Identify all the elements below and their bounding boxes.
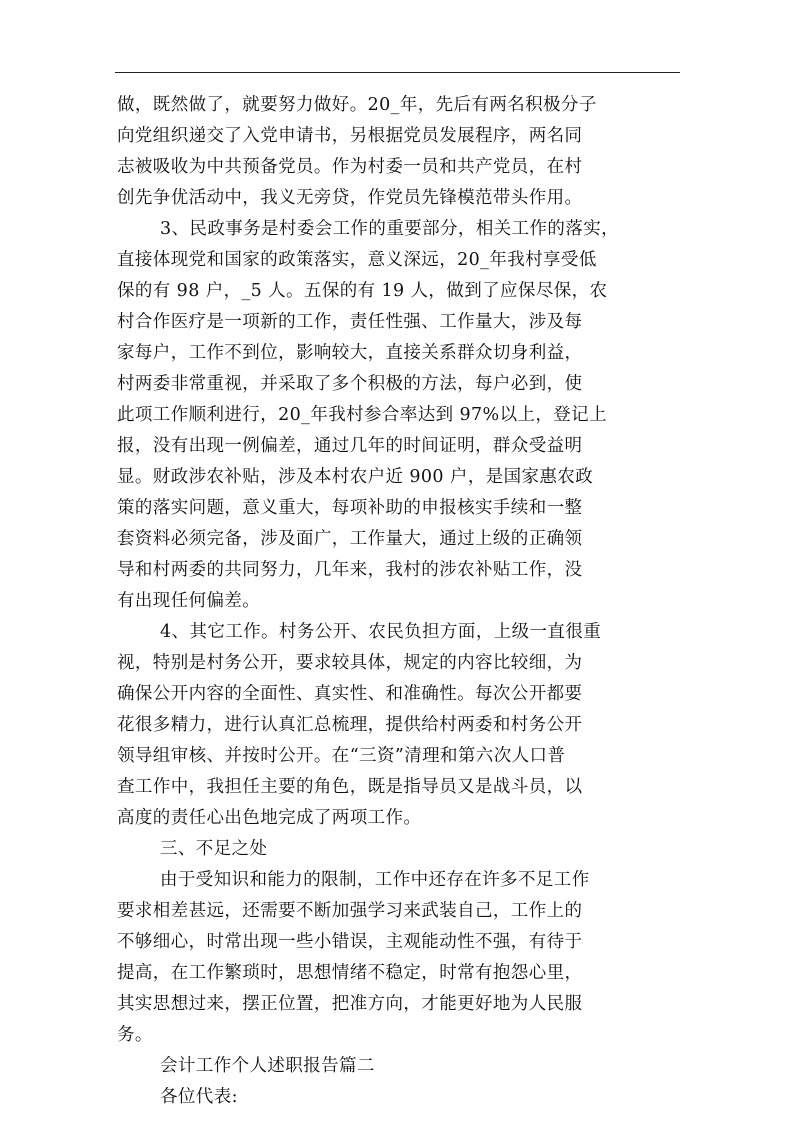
text-line: 不够细心，时常出现一些小错误，主观能动性不强，有待于 xyxy=(117,932,583,952)
text-line: 高度的责任心出色地完成了两项工作。 xyxy=(117,808,422,828)
text-line: 务。 xyxy=(117,1025,153,1045)
text-line: 直接体现党和国家的政策落实，意义深远，20_年我村享受低 xyxy=(117,250,597,270)
text-line: 做，既然做了，就要努力做好。20_年，先后有两名积极分子 xyxy=(117,95,597,115)
text-line: 向党组织递交了入党申请书，另根据党员发展程序，两名同 xyxy=(117,126,583,146)
text-line: 提高，在工作繁琐时，思想情绪不稳定，时常有抱怨心里， xyxy=(117,963,583,983)
paragraph-start-line: 由于受知识和能力的限制，工作中还存在许多不足工作 xyxy=(160,870,590,890)
text-line: 此项工作顺利进行，20_年我村参合率达到 97%以上，登记上 xyxy=(117,405,607,425)
text-line: 志被吸收为中共预备党员。作为村委一员和共产党员，在村 xyxy=(117,157,583,177)
header-rule xyxy=(115,72,680,73)
salutation: 各位代表: xyxy=(160,1087,238,1107)
text-line: 保的有 98 户，_5 人。五保的有 19 人，做到了应保尽保，农 xyxy=(117,281,608,301)
text-line: 导和村两委的共同努力，几年来，我村的涉农补贴工作，没 xyxy=(117,560,583,580)
section-heading: 三、不足之处 xyxy=(160,839,268,859)
paragraph-start-line: 3、民政事务是村委会工作的重要部分，相关工作的落实， xyxy=(160,219,620,239)
text-line: 查工作中，我担任主要的角色，既是指导员又是战斗员，以 xyxy=(117,777,583,797)
text-line: 村两委非常重视，并采取了多个积极的方法，每户必到，使 xyxy=(117,374,583,394)
text-line: 创先争优活动中，我义无旁贷，作党员先锋模范带头作用。 xyxy=(117,188,583,208)
text-line: 套资料必须完备，涉及面广，工作量大，通过上级的正确领 xyxy=(117,529,583,549)
text-line: 确保公开内容的全面性、真实性、和准确性。每次公开都要 xyxy=(117,684,583,704)
text-line: 领导组审核、并按时公开。在“三资”清理和第六次人口普 xyxy=(117,746,566,766)
text-line: 视，特别是村务公开，要求较具体，规定的内容比较细，为 xyxy=(117,653,583,673)
text-line: 花很多精力，进行认真汇总梳理，提供给村两委和村务公开 xyxy=(117,715,583,735)
text-line: 显。财政涉农补贴，涉及本村农户近 900 户，是国家惠农政 xyxy=(117,467,594,487)
text-line: 策的落实问题，意义重大，每项补助的申报核实手续和一整 xyxy=(117,498,583,518)
body-text xyxy=(117,90,679,1113)
text-line: 报，没有出现一例偏差，通过几年的时间证明，群众受益明 xyxy=(117,436,583,456)
report-title: 会计工作个人述职报告篇二 xyxy=(160,1056,375,1076)
text-line: 要求相差甚远，还需要不断加强学习来武装自己，工作上的 xyxy=(117,901,583,921)
text-line: 村合作医疗是一项新的工作，责任性强、工作量大，涉及每 xyxy=(117,312,583,332)
paragraph-start-line: 4、其它工作。村务公开、农民负担方面，上级一直很重 xyxy=(160,622,602,642)
text-line: 有出现任何偏差。 xyxy=(117,591,261,611)
text-line: 其实思想过来，摆正位置，把准方向，才能更好地为人民服 xyxy=(117,994,583,1014)
text-line: 家每户，工作不到位，影响较大，直接关系群众切身利益， xyxy=(117,343,583,363)
